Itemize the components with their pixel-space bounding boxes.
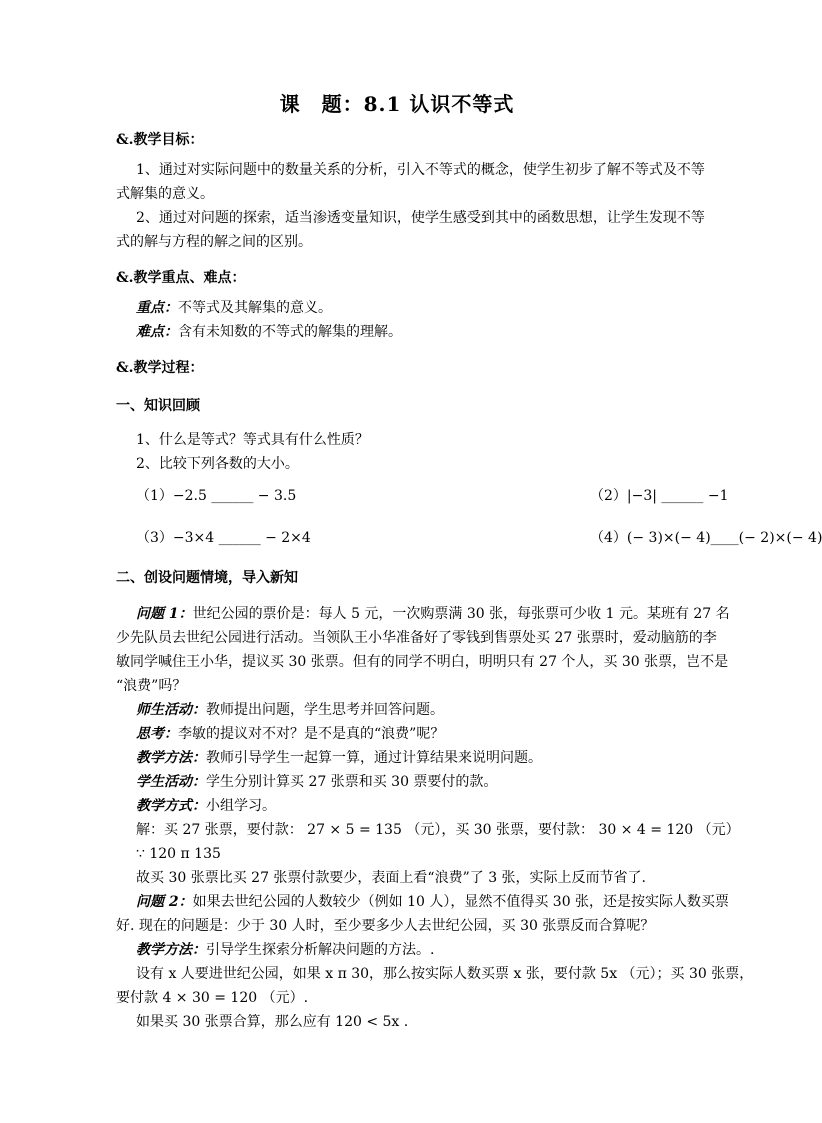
problem-1-line-1 bbox=[136, 602, 730, 626]
problem-2-text: 如果去世纪公园的人数较少（例如 10 人），显然不值得买 30 张，还是按实际人数买票 bbox=[192, 894, 730, 910]
goal-1-line-1: 1、通过对实际问题中的数量关系的分析，引入不等式的概念，使学生初步了解不等式及不等 bbox=[136, 162, 705, 178]
method-label: 教学方法： bbox=[136, 750, 206, 766]
section-heading-goals: &.教学目标： bbox=[116, 132, 204, 148]
method-2-text: 引导学生探索分析解决问题的方法。. bbox=[206, 942, 435, 958]
compare-1: （1）−2.5 ______ − 3.5 bbox=[136, 488, 297, 504]
goal-1-line-2: 式解集的意义。 bbox=[116, 186, 214, 202]
goal-2-line-2: 式的解与方程的解之间的区别。 bbox=[116, 234, 312, 250]
problem-2-line-2: 好. 现在的问题是：少于 30 人时，至少要多少人去世纪公园，买 30 张票反而合算呢？ bbox=[116, 918, 655, 934]
key-label: 重点： bbox=[136, 300, 178, 316]
student-activity-line bbox=[136, 770, 706, 794]
setup-line-1: 设有 x 人要进世纪公园，如果 x π 30，那么按实际人数买票 x 张，要付款 5x （元）；买 30 张票， bbox=[136, 966, 754, 982]
think-label: 思考： bbox=[136, 726, 178, 742]
since-line: ∵ 120 π 135 bbox=[136, 846, 221, 862]
problem-1-line-4: “浪费”吗？ bbox=[116, 678, 187, 694]
compare-4: （4）(− 3)×(− 4)____(− 2)×(− 4) bbox=[590, 530, 822, 546]
solution-line: 解：买 27 张票，要付款： 27 × 5 = 135 （元），买 30 张票，要付款： 30 × 4 = 120 （元） bbox=[136, 822, 740, 838]
think-line bbox=[136, 722, 706, 746]
problem-1-line-3: 敏同学喊住王小华，提议买 30 张票。但有的同学不明白，明明只有 27 个人，买 30 张票，岂不是 bbox=[116, 654, 729, 670]
activity-text: 教师提出问题，学生思考并回答问题。 bbox=[206, 702, 444, 718]
student-activity-label: 学生活动： bbox=[136, 774, 206, 790]
student-activity-text: 学生分别计算买 27 张票和买 30 票要付的款。 bbox=[206, 774, 498, 790]
activity-label: 师生活动： bbox=[136, 702, 206, 718]
difficult-text: 含有未知数的不等式的解集的理解。 bbox=[178, 324, 402, 340]
final-line: 如果买 30 张票合算，那么应有 120 < 5x . bbox=[136, 1014, 409, 1030]
compare-3: （3）−3×4 ______ − 2×4 bbox=[136, 530, 311, 546]
teaching-format-line bbox=[136, 794, 706, 818]
problem-1-text: 世纪公园的票价是：每人 5 元，一次购票满 30 张，每张票可少收 1 元。某班有 27 名 bbox=[192, 606, 730, 622]
compare-2: （2）|−3| ______ −1 bbox=[590, 488, 729, 504]
format-text: 小组学习。 bbox=[206, 798, 276, 814]
page-title: 课 题：8.1 认识不等式 bbox=[279, 92, 515, 116]
goal-2-line-1: 2、通过对问题的探索，适当渗透变量知识，使学生感受到其中的函数思想，让学生发现不等 bbox=[136, 210, 705, 226]
setup-line-2: 要付款 4 × 30 = 120 （元）. bbox=[116, 990, 309, 1006]
key-point bbox=[136, 296, 706, 320]
key-text: 不等式及其解集的意义。 bbox=[178, 300, 332, 316]
think-text: 李敏的提议对不对？是不是真的“浪费”呢？ bbox=[178, 726, 445, 742]
difficult-label: 难点： bbox=[136, 324, 178, 340]
format-label: 教学方式： bbox=[136, 798, 206, 814]
question-2: 2、比较下列各数的大小。 bbox=[136, 456, 299, 472]
section-heading-process: &.教学过程： bbox=[116, 360, 204, 376]
compare-row-2 bbox=[136, 526, 822, 550]
problem-1-label: 问题 1： bbox=[136, 606, 193, 622]
problem-2-line-1 bbox=[136, 890, 730, 914]
problem-1-line-2: 少先队员去世纪公园进行活动。当领队王小华准备好了零钱到售票处买 27 张票时，爱动脑筋的李 bbox=[116, 630, 717, 646]
teaching-method-2-line bbox=[136, 938, 706, 962]
question-1: 1、什么是等式？等式具有什么性质？ bbox=[136, 432, 369, 448]
teacher-student-activity bbox=[136, 698, 706, 722]
compare-row-1 bbox=[136, 484, 729, 508]
section-heading-keys: &.教学重点、难点： bbox=[116, 270, 246, 286]
method-2-label: 教学方法： bbox=[136, 942, 206, 958]
part-2-heading: 二、创设问题情境，导入新知 bbox=[116, 570, 298, 586]
method-text: 教师引导学生一起算一算，通过计算结果来说明问题。 bbox=[206, 750, 542, 766]
problem-2-label: 问题 2： bbox=[136, 894, 193, 910]
teaching-method-line bbox=[136, 746, 706, 770]
part-1-heading: 一、知识回顾 bbox=[116, 398, 200, 414]
difficult-point bbox=[136, 320, 706, 344]
conclusion-line: 故买 30 张票比买 27 张票付款要少，表面上看“浪费”了 3 张，实际上反而节省了. bbox=[136, 870, 647, 886]
